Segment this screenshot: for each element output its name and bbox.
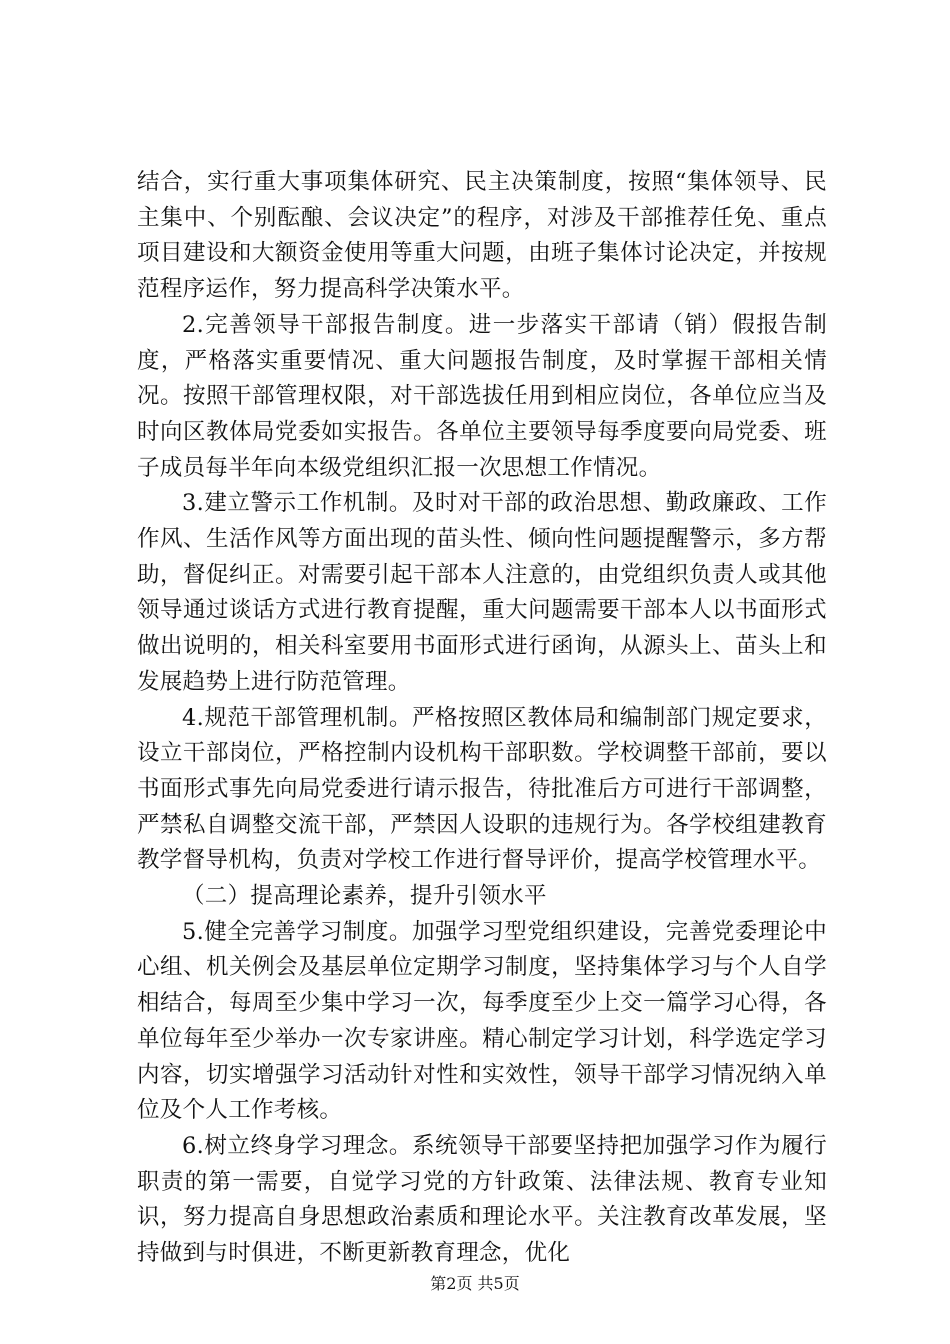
page-number-footer: 第2页 共5页 bbox=[430, 1274, 520, 1293]
paragraph-item-3: 3.建立警示工作机制。及时对干部的政治思想、勤政廉政、工作作风、生活作风等方面出现的苗头性、倾向性问题提醒警示，多方帮助，督促纠正。对需要引起干部本人注意的，由党组织负责人或其他领导通过谈话方式进行教育提醒，重大问题需要干部本人以书面形式做出说明的，相关科室要用书面形式进行函询，从源头上、苗头上和发展趋势上进行防范管理。 bbox=[137, 490, 827, 695]
paragraph-item-2: 2.完善领导干部报告制度。进一步落实干部请（销）假报告制度，严格落实重要情况、重大问题报告制度，及时掌握干部相关情况。按照干部管理权限，对干部选拔任用到相应岗位，各单位应当及时向区教体局党委如实报告。各单位主要领导每季度要向局党委、班子成员每半年向本级党组织汇报一次思想工作情况。 bbox=[137, 311, 827, 481]
paragraph-item-5: 5.健全完善学习制度。加强学习型党组织建设，完善党委理论中心组、机关例会及基层单位定期学习制度，坚持集体学习与个人自学相结合，每周至少集中学习一次，每季度至少上交一篇学习心得，各单位每年至少举办一次专家讲座。精心制定学习计划，科学选定学习内容，切实增强学习活动针对性和实效性，领导干部学习情况纳入单位及个人工作考核。 bbox=[137, 918, 827, 1124]
document-body bbox=[137, 165, 827, 1272]
paragraph-item-6: 6.树立终身学习理念。系统领导干部要坚持把加强学习作为履行职责的第一需要，自觉学习党的方针政策、法律法规、教育专业知识，努力提高自身思想政治素质和理论水平。关注教育改革发展，坚持做到与时俱进，不断更新教育理念，优化 bbox=[137, 1132, 827, 1267]
paragraph-item-4: 4.规范干部管理机制。严格按照区教体局和编制部门规定要求，设立干部岗位，严格控制内设机构干部职数。学校调整干部前，要以书面形式事先向局党委进行请示报告，待批准后方可进行干部调整，严禁私自调整交流干部，严禁因人设职的违规行为。各学校组建教育教学督导机构，负责对学校工作进行督导评价，提高学校管理水平。 bbox=[137, 704, 827, 874]
paragraph-continuation: 结合，实行重大事项集体研究、民主决策制度，按照“集体领导、民主集中、个别酝酿、会议决定”的程序，对涉及干部推荐任免、重点项目建设和大额资金使用等重大问题，由班子集体讨论决定，并按规范程序运作，努力提高科学决策水平。 bbox=[137, 169, 827, 303]
section-heading: （二）提高理论素养，提升引领水平 bbox=[182, 883, 547, 910]
